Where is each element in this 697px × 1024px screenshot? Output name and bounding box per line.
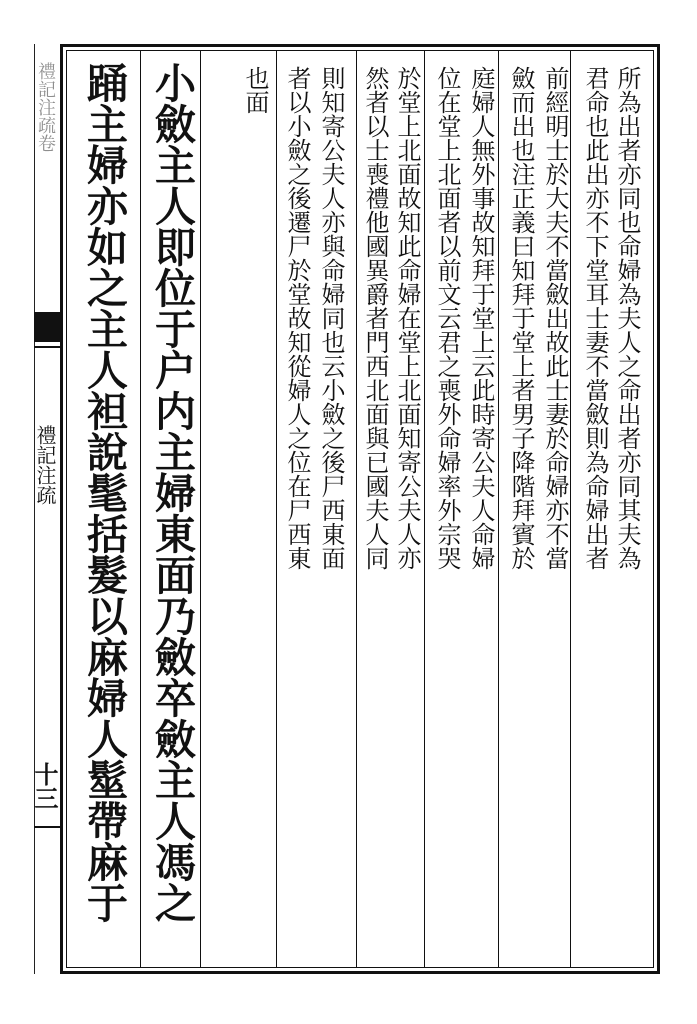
fishtail-mark [34,312,60,342]
margin-book-title: 禮記注疏 [33,425,57,505]
text-column-commentary: 於堂上北面故知此命婦在堂上北面知寄公夫人亦 [393,66,421,570]
text-column-commentary: 也面 [241,66,269,114]
text-column-commentary: 庭婦人無外事故知拜于堂上云此時寄公夫人命婦 [467,66,495,570]
text-column-commentary: 位在堂上北面者以前文云君之喪外命婦率外宗哭 [433,66,461,570]
margin-page-number: 十三 [30,762,59,810]
column-divider [200,50,201,968]
margin-faded-text: 禮記注疏卷 [35,62,56,152]
margin-divider-bottom [34,826,60,828]
text-column-main: 小斂主人即位于户内主婦東面乃斂卒斂主人馮之 [148,62,196,923]
text-column-commentary: 所為出者亦同也命婦為夫人之命出者亦同其夫為 [613,66,641,570]
text-column-commentary: 則知寄公夫人亦與命婦同也云小斂之後尸西東面 [317,66,345,570]
fishtail-divider [34,346,60,348]
text-column-commentary: 然者以士喪禮他國異爵者門西北面與已國夫人同 [361,66,389,570]
text-column-commentary: 君命也此出亦不下堂耳士妻不當斂則為命婦出者 [581,66,609,570]
text-column-commentary: 者以小斂之後遷尸於堂故知從婦人之位在尸西東 [283,66,311,570]
column-divider [140,50,141,968]
column-divider [276,50,277,968]
text-column-commentary: 斂而出也注正義曰知拜于堂上者男子降階拜賓於 [507,66,535,570]
text-column-main: 踊主婦亦如之主人袒說髦括髮以麻婦人髽帶麻于 [80,62,128,923]
column-divider [356,50,357,968]
text-column-commentary: 前經明士於大夫不當斂出故此士妻於命婦亦不當 [541,66,569,570]
column-divider [570,50,571,968]
column-divider [424,50,425,968]
page-margin [30,44,60,974]
column-divider [498,50,499,968]
